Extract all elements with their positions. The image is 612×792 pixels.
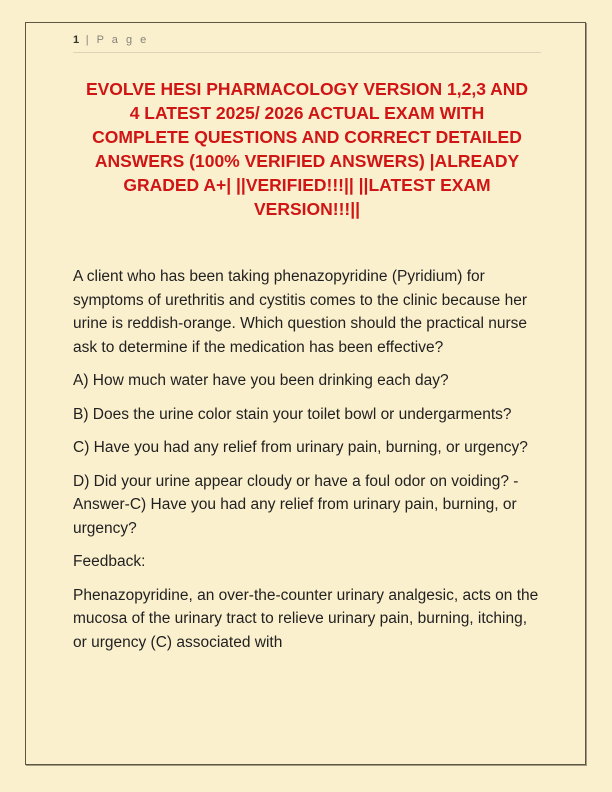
option-b: B) Does the urine color stain your toilet bowl or undergarments?: [73, 405, 512, 423]
exam-title: [73, 78, 541, 221]
page-content: [73, 23, 541, 664]
exam-title-line: ANSWERS (100% VERIFIED ANSWERS) |ALREADY: [94, 150, 520, 171]
page-number: 1: [73, 34, 81, 46]
page-border: [25, 22, 586, 765]
exam-title-line: COMPLETE QUESTIONS AND CORRECT DETAILED: [92, 126, 522, 147]
page-header-label: | P a g e: [85, 34, 149, 46]
feedback-text: Phenazopyridine, an over-the-counter urinary analgesic, acts on the mucosa of the urinary tract to relieve urinary pain, burning, itching, or urgency (C) associated with: [73, 586, 539, 651]
exam-title-line: EVOLVE HESI PHARMACOLOGY VERSION 1,2,3 AND: [85, 79, 529, 99]
option-d-with-answer: D) Did your urine appear cloudy or have a foul odor on voiding? - Answer-C) Have you had any relief from urinary pain, burning, or urgency?: [73, 472, 519, 537]
question-text: A client who has been taking phenazopyridine (Pyridium) for symptoms of urethritis and cystitis comes to the clinic because her urine is reddish-orange. Which question should the practical nurse ask to determine if the medication has been effective?: [73, 268, 528, 356]
exam-title-line: VERSION!!!||: [253, 198, 361, 219]
question-block: [73, 265, 541, 654]
exam-title-line: 4 LATEST 2025/ 2026 ACTUAL EXAM WITH: [129, 102, 485, 123]
option-c: C) Have you had any relief from urinary pain, burning, or urgency?: [73, 439, 528, 457]
option-a: A) How much water have you been drinking each day?: [73, 372, 449, 390]
exam-title-line: GRADED A+| ||VERIFIED!!!|| ||LATEST EXAM: [123, 174, 491, 195]
feedback-label: Feedback:: [73, 553, 146, 571]
page-header: [73, 34, 541, 53]
